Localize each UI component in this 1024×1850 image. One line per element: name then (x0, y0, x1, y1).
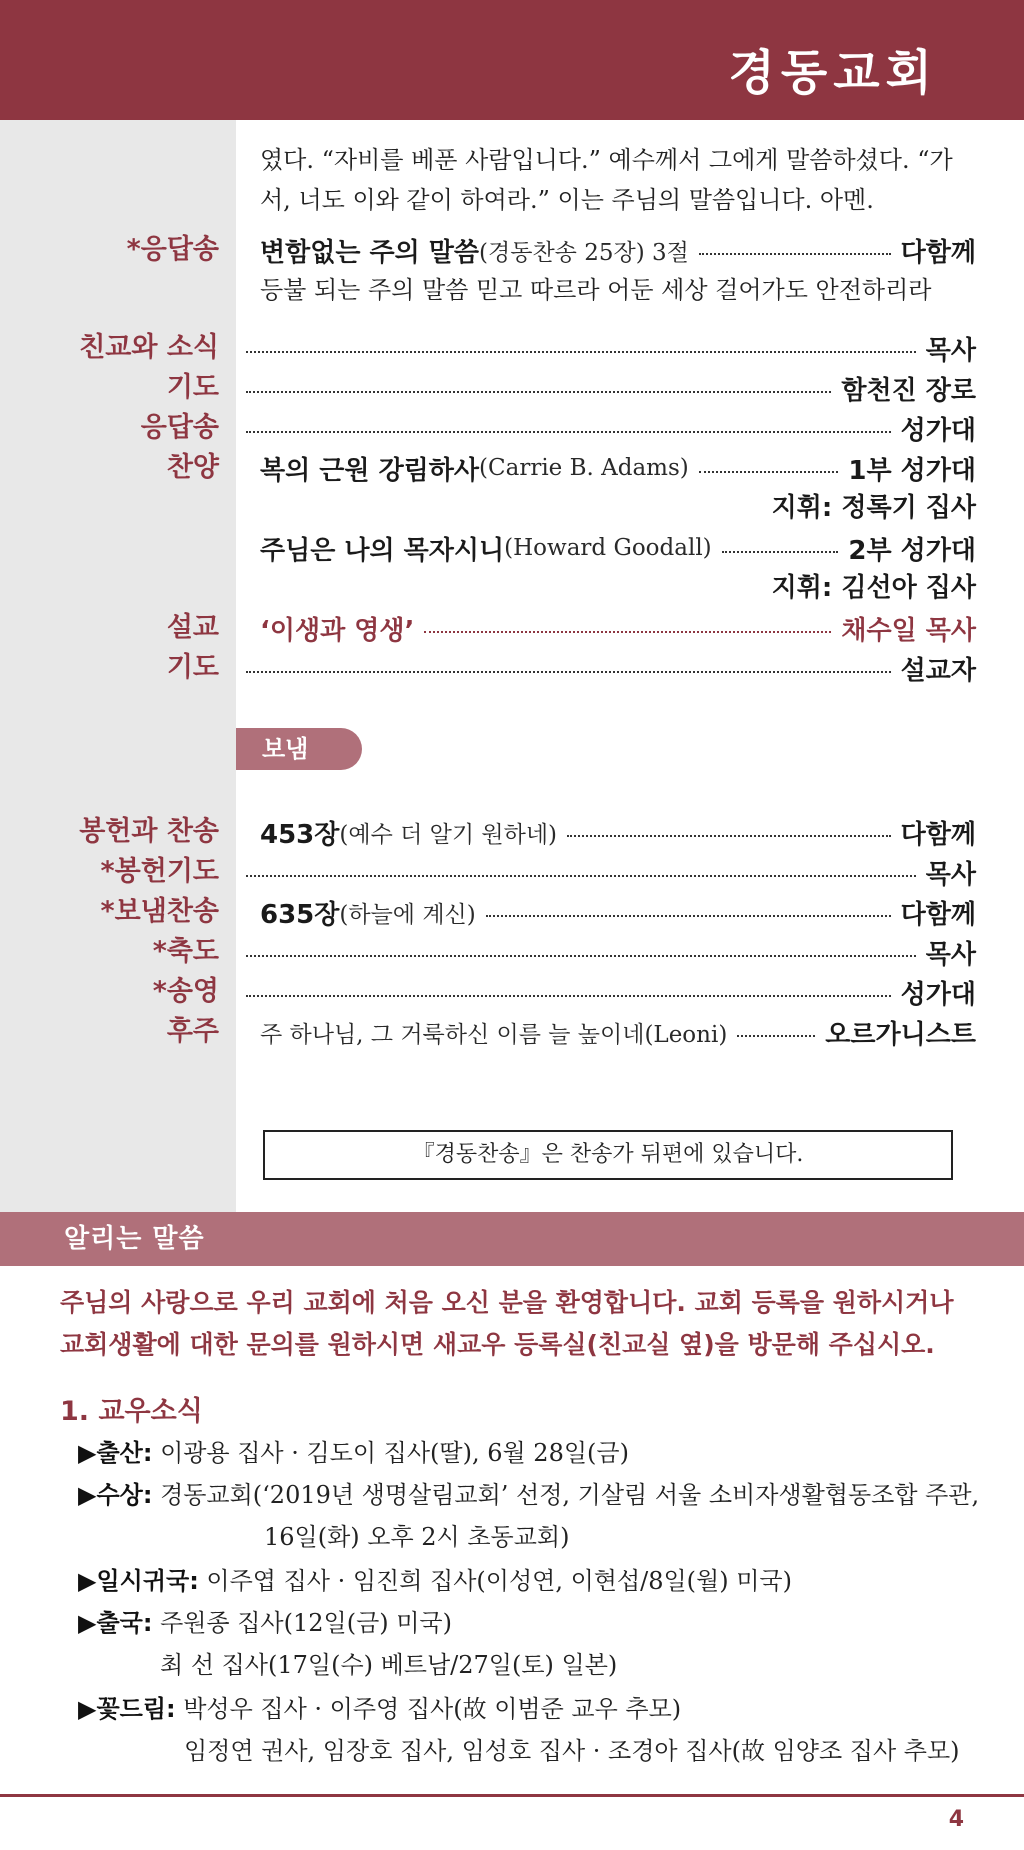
order-item-response (0, 408, 1024, 448)
dot-leader (699, 471, 839, 473)
leader: 성가대 (900, 979, 976, 1010)
order-item-sermon (0, 608, 1024, 648)
leader: 설교자 (900, 655, 976, 686)
leader: 함천진 장로 (841, 375, 976, 406)
news-item-birth (78, 1432, 978, 1474)
conductor: 지휘: 김선아 집사 (771, 573, 976, 603)
footer-divider (0, 1794, 1024, 1797)
leader: 1부 성가대 (848, 455, 976, 486)
order-label: 후주 (166, 1016, 219, 1047)
hymn-lyrics: 등불 되는 주의 말씀 믿고 따르라 어둔 세상 걸어가도 안전하리라 (260, 276, 932, 304)
order-label: 찬양 (166, 452, 219, 483)
announcements-title: 알리는 말씀 (64, 1224, 205, 1254)
church-logo: 경동교회 (728, 45, 938, 101)
news-item-award (78, 1474, 978, 1516)
order-item-response-song (0, 230, 1024, 270)
order-item-doxology (0, 972, 1024, 1012)
dot-leader (424, 631, 831, 633)
hymn-number: 635장 (260, 899, 340, 930)
dot-leader (246, 671, 891, 673)
hymn-name: (예수 더 알기 원하네) (339, 821, 558, 848)
dot-leader (737, 1035, 815, 1037)
order-item-prayer-2 (0, 648, 1024, 688)
order-item-prayer (0, 368, 1024, 408)
leader: 목사 (925, 939, 976, 970)
anthem-composer: (Howard Goodall) (504, 535, 712, 561)
postlude-piece: 주 하나님, 그 거룩하신 이름 늘 높이네(Leoni) (260, 1021, 728, 1048)
leader: 다함께 (900, 819, 976, 850)
leader: 다함께 (900, 899, 976, 930)
hymnal-note: 『경동찬송』은 찬송가 뒤편에 있습니다. (263, 1130, 953, 1180)
news-item-return (78, 1560, 978, 1602)
leader: 성가대 (900, 415, 976, 446)
order-label: 봉헌과 찬송 (79, 816, 219, 847)
news-key: ▶출산: (78, 1439, 153, 1467)
news-key: ▶수상: (78, 1481, 153, 1509)
hymn-title: 변함없는 주의 말씀 (260, 237, 480, 268)
dot-leader (246, 955, 916, 957)
news-item-flowers-cont: 임정연 권사, 임장호 집사, 임성호 집사 · 조경아 집사(故 임양조 집사 추모) (184, 1737, 960, 1765)
order-label: 친교와 소식 (79, 332, 219, 363)
order-item-postlude (0, 1012, 1024, 1052)
leader: 목사 (925, 859, 976, 890)
welcome-line-1: 주님의 사랑으로 우리 교회에 처음 오신 분을 환영합니다. 교회 등록을 원하시거나 (60, 1288, 954, 1317)
scripture-line-2: 서, 너도 이와 같이 하여라.” 이는 주님의 말씀입니다. 아멘. (260, 186, 874, 214)
leader: 2부 성가대 (848, 535, 976, 566)
order-item-anthem-2 (0, 528, 1024, 568)
leader: 다함께 (900, 237, 976, 268)
news-item-depart (78, 1602, 978, 1644)
order-item-offering-prayer (0, 852, 1024, 892)
order-label: 기도 (166, 372, 219, 403)
leader: 목사 (925, 335, 976, 366)
hymn-name: (하늘에 계신) (339, 901, 476, 928)
order-item-fellowship (0, 328, 1024, 368)
section-heading-sending: 보냄 (236, 728, 362, 770)
news-item-depart-cont: 최 선 집사(17일(수) 베트남/27일(토) 일본) (160, 1651, 618, 1679)
anthem-title: 복의 근원 강림하사 (260, 455, 480, 486)
order-label: 설교 (166, 612, 219, 643)
news-key: ▶일시귀국: (78, 1567, 199, 1595)
order-label: *송영 (152, 976, 219, 1007)
order-item-offering (0, 812, 1024, 852)
anthem-title: 주님은 나의 목자시니 (260, 535, 505, 566)
dot-leader (722, 551, 839, 553)
welcome-message (60, 1282, 990, 1366)
order-label: *응답송 (126, 234, 219, 265)
order-item-praise (0, 448, 1024, 488)
order-label: *축도 (152, 936, 219, 967)
news-key: ▶꽃드림: (78, 1695, 176, 1723)
dot-leader (246, 995, 891, 997)
news-text: 박성우 집사 · 이주영 집사(故 이범준 교우 추모) (175, 1695, 682, 1723)
conductor: 지휘: 정록기 집사 (771, 493, 976, 523)
news-key: ▶출국: (78, 1609, 153, 1637)
order-item-benediction (0, 932, 1024, 972)
news-text: 주원종 집사(12일(금) 미국) (152, 1609, 452, 1637)
dot-leader (246, 875, 916, 877)
announcements-banner (0, 1212, 1024, 1266)
page-header (0, 0, 1024, 120)
order-label: *봉헌기도 (100, 856, 219, 887)
hymn-number: 453장 (260, 819, 340, 850)
sermon-title: ‘이생과 영생’ (260, 615, 415, 646)
scripture-line-1: 였다. “자비를 베푼 사람입니다.” 예수께서 그에게 말씀하셨다. “가 (260, 146, 953, 174)
news-text: 이광용 집사 · 김도이 집사(딸), 6월 28일(금) (152, 1439, 629, 1467)
page-number: 4 (948, 1807, 964, 1832)
section-title-member-news: 1. 교우소식 (60, 1396, 203, 1427)
dot-leader (699, 253, 891, 255)
order-label: *보냄찬송 (100, 896, 219, 927)
dot-leader (246, 431, 891, 433)
dot-leader (246, 351, 916, 353)
preacher: 채수일 목사 (841, 615, 976, 646)
news-text: 경동교회(‘2019년 생명살림교회’ 선정, 기살림 서울 소비자생활협동조합 주관, (152, 1481, 980, 1509)
news-item-flowers (78, 1688, 978, 1730)
leader: 오르가니스트 (825, 1019, 976, 1050)
hymn-source: (경동찬송 25장) 3절 (479, 239, 689, 266)
welcome-line-2: 교회생활에 대한 문의를 원하시면 새교우 등록실(친교실 옆)을 방문해 주십시오. (60, 1330, 935, 1359)
news-item-award-cont: 16일(화) 오후 2시 초동교회) (264, 1523, 570, 1551)
order-item-sending-hymn (0, 892, 1024, 932)
dot-leader (486, 915, 891, 917)
anthem-composer: (Carrie B. Adams) (479, 455, 689, 481)
order-label: 기도 (166, 652, 219, 683)
news-text: 이주엽 집사 · 임진희 집사(이성연, 이현섭/8일(월) 미국) (198, 1567, 792, 1595)
dot-leader (246, 391, 831, 393)
order-label: 응답송 (140, 412, 219, 443)
dot-leader (567, 835, 891, 837)
